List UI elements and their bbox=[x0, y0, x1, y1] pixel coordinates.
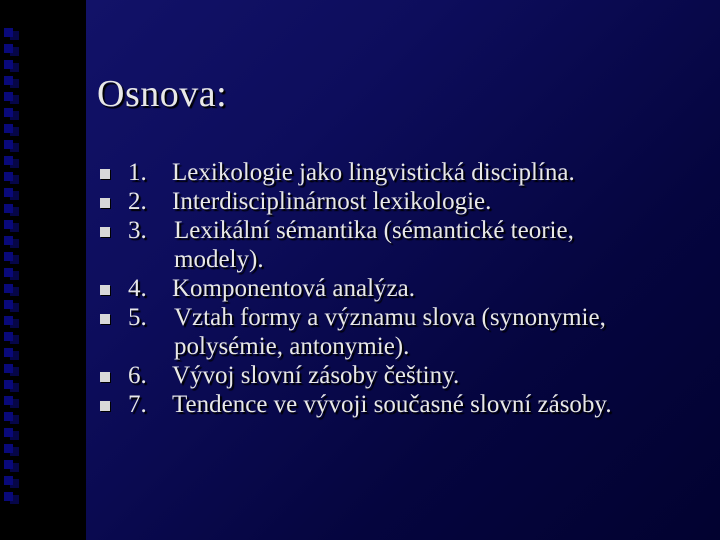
decor-square bbox=[4, 476, 13, 485]
decor-square bbox=[4, 172, 13, 181]
outline-item-2 bbox=[100, 187, 710, 216]
decor-square bbox=[4, 220, 13, 229]
item-text: Lexikální sémantika (sémantické teorie, modely). bbox=[174, 217, 574, 273]
item-number: 7. bbox=[128, 391, 147, 418]
outline-item-7 bbox=[100, 390, 710, 419]
decor-square bbox=[4, 92, 13, 101]
square-bullet-icon bbox=[100, 314, 110, 324]
outline-list bbox=[100, 158, 710, 419]
square-pattern-decoration bbox=[4, 28, 20, 528]
decor-square bbox=[4, 140, 13, 149]
item-text: Interdisciplinárnost lexikologie. bbox=[172, 188, 492, 215]
outline-item-4 bbox=[100, 274, 710, 303]
item-text: Komponentová analýza. bbox=[172, 275, 415, 302]
decor-square bbox=[4, 316, 13, 325]
square-bullet-icon bbox=[100, 401, 110, 411]
decor-square bbox=[4, 428, 13, 437]
square-bullet-icon bbox=[100, 285, 110, 295]
decor-square bbox=[4, 348, 13, 357]
decor-square bbox=[4, 412, 13, 421]
item-text: Vývoj slovní zásoby češtiny. bbox=[172, 362, 460, 389]
decor-square bbox=[4, 108, 13, 117]
item-text: Tendence ve vývoji současné slovní zásoby. bbox=[172, 391, 612, 418]
decor-square bbox=[4, 460, 13, 469]
decor-square bbox=[4, 492, 13, 501]
item-number: 5. bbox=[128, 304, 147, 331]
outline-item-5 bbox=[100, 303, 710, 361]
decor-square bbox=[4, 252, 13, 261]
outline-item-1 bbox=[100, 158, 710, 187]
square-bullet-icon bbox=[100, 227, 110, 237]
outline-item-3 bbox=[100, 216, 710, 274]
decor-square bbox=[4, 28, 13, 37]
decor-square bbox=[4, 188, 13, 197]
decor-square bbox=[4, 444, 13, 453]
item-number: 4. bbox=[128, 275, 147, 302]
decor-square bbox=[4, 364, 13, 373]
left-decorative-stripe bbox=[0, 0, 86, 540]
decor-square bbox=[4, 236, 13, 245]
item-number: 6. bbox=[128, 362, 147, 389]
decor-square bbox=[4, 76, 13, 85]
decor-square bbox=[4, 60, 13, 69]
decor-square bbox=[4, 396, 13, 405]
outline-item-6 bbox=[100, 361, 710, 390]
item-number: 1. bbox=[128, 159, 147, 186]
slide-title: Osnova: bbox=[97, 73, 228, 115]
square-bullet-icon bbox=[100, 198, 110, 208]
decor-square bbox=[4, 284, 13, 293]
decor-square bbox=[4, 300, 13, 309]
item-number: 2. bbox=[128, 188, 147, 215]
square-bullet-icon bbox=[100, 169, 110, 179]
decor-square bbox=[4, 332, 13, 341]
decor-square bbox=[4, 156, 13, 165]
item-text: Vztah formy a významu slova (synonymie, polysémie, antonymie). bbox=[174, 304, 606, 360]
square-bullet-icon bbox=[100, 372, 110, 382]
decor-square bbox=[4, 268, 13, 277]
item-text: Lexikologie jako lingvistická disciplína. bbox=[172, 159, 575, 186]
item-number: 3. bbox=[128, 217, 147, 244]
decor-square bbox=[4, 380, 13, 389]
decor-square bbox=[4, 124, 13, 133]
decor-square bbox=[4, 44, 13, 53]
decor-square bbox=[4, 204, 13, 213]
